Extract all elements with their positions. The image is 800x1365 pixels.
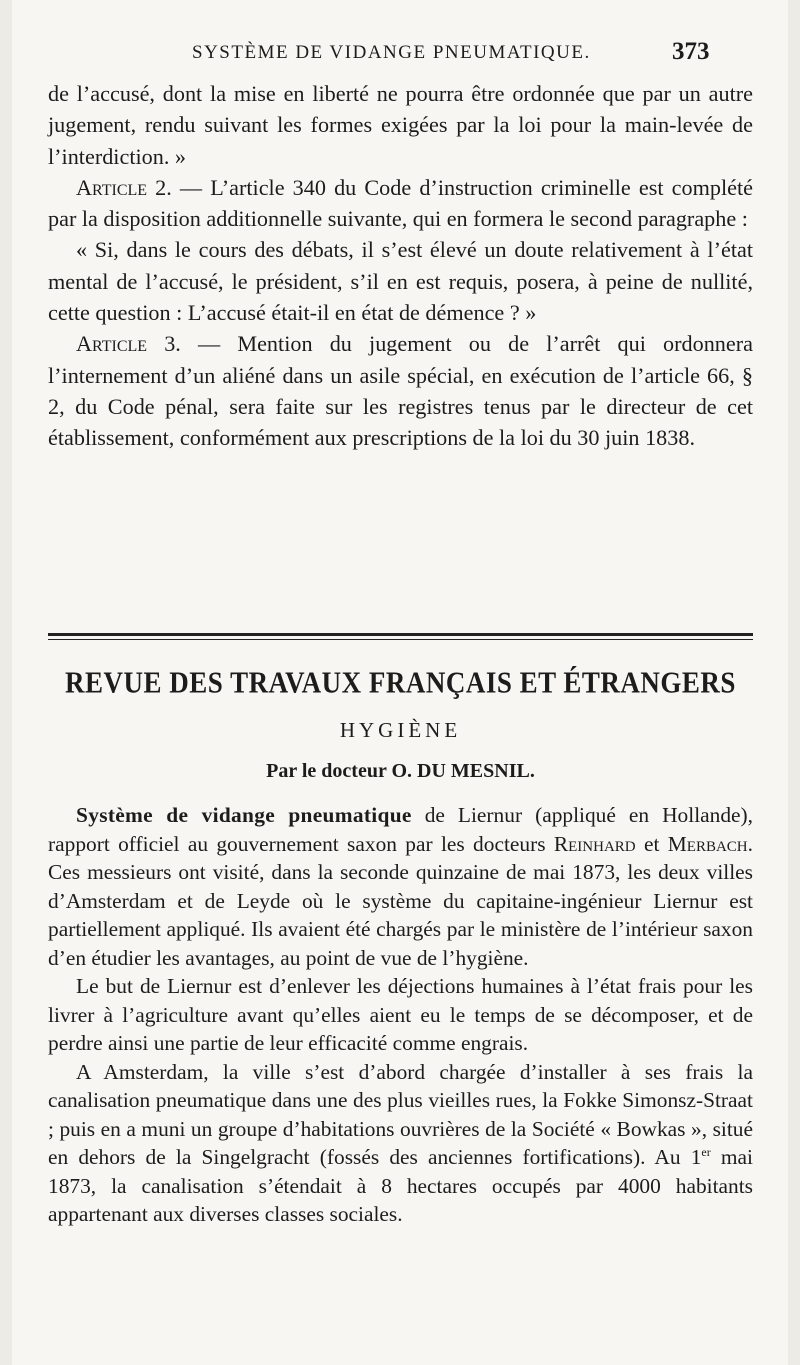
paragraph-text: Le but de Liernur est d’enlever les déjections humaines à l’état frais pour les livrer à l’agriculture avant qu’elles aient eu le temps de se décomposer, et de perdre ainsi une partie de leur efficacité comme engrais. <box>48 974 753 1055</box>
paragraph-text: et <box>635 831 668 856</box>
section-divider <box>48 633 753 640</box>
paragraph-text: de Liernur (appliqué en Hollande), rapport officiel au gouvernement saxon par les docteurs <box>48 803 753 856</box>
review-paragraph-2 <box>48 972 753 1058</box>
review-paragraph-3 <box>48 1058 753 1229</box>
section-subtitle: HYGIÈNE <box>339 718 462 742</box>
review-paragraph-1 <box>48 801 753 972</box>
divider-thick-line <box>48 633 753 636</box>
author-line: Par le docteur O. DU MESNIL. <box>266 760 535 782</box>
author-name: Merbach <box>667 831 748 856</box>
author-name: Reinhard <box>553 831 636 856</box>
paragraph-text: A Amsterdam, la ville s’est d’abord chargée d’installer à ses frais la canalisation pneumatique dans une des plus vieilles rues, la Fokke Simonsz-Straat ; puis en a muni un groupe d’habitations ouvrières de la Société « Bowkas », situé en dehors de la Singelgracht (fossés des anciennes fortifications). Au 1 <box>48 1059 753 1169</box>
section-title: REVUE DES TRAVAUX FRANÇAIS ET ÉTRANGERS <box>65 665 736 700</box>
article-label: Article 2. <box>76 174 172 200</box>
body-text <box>48 78 753 454</box>
paragraph-text: — L’article 340 du Code d’instruction criminelle est complété par la disposition additionnelle suivante, qui en formera le second paragraphe : <box>48 174 753 232</box>
paragraph-continuation <box>48 78 753 172</box>
paragraph-quote <box>48 234 753 328</box>
paragraph-article-2 <box>48 172 753 235</box>
review-lead: Système de vidange pneumatique <box>76 803 412 827</box>
paragraph-text: — Mention du jugement ou de l’arrêt qui ordonnera l’internement d’un aliéné dans un asile spécial, en exécution de l’article 66, § 2, du Code pénal, sera faite sur les registres tenus par le directeur de cet établissement, conformément aux prescriptions de la loi du 30 juin 1838. <box>48 331 753 451</box>
paragraph-article-3 <box>48 328 753 453</box>
page-header <box>12 38 788 74</box>
paragraph-text: « Si, dans le cours des débats, il s’est élevé un doute relativement à l’état mental de l’accusé, le président, s’il en est requis, posera, à peine de nullité, cette question : L’accusé était-il en état de démence ? » <box>48 237 753 326</box>
review-text <box>48 801 753 1229</box>
paragraph-text: de l’accusé, dont la mise en liberté ne pourra être ordonnée que par un autre jugement, rendu suivant les formes exigées par la loi pour la main-levée de l’interdiction. » <box>48 81 753 169</box>
paragraph-text: . Ces messieurs ont visité, dans la seconde quinzaine de mai 1873, les deux villes d’Amsterdam et de Leyde où le système du capitaine-ingénieur Liernur est partiellement appliqué. Ils avaient été chargés par le ministère de l’intérieur saxon d’en étudier les avantages, au point de vue de l’hygiène. <box>48 831 753 970</box>
ordinal-superscript: er <box>701 1144 711 1159</box>
book-page <box>12 0 788 1365</box>
article-label: Article 3. <box>76 331 181 357</box>
paragraph-text: mai 1873, la canalisation s’étendait à 8 hectares occupés par 4000 habitants appartenant aux diverses classes sociales. <box>48 1145 753 1226</box>
page-number: 373 <box>672 38 710 65</box>
divider-thin-line <box>48 639 753 640</box>
running-head: SYSTÈME DE VIDANGE PNEUMATIQUE. <box>192 42 591 63</box>
